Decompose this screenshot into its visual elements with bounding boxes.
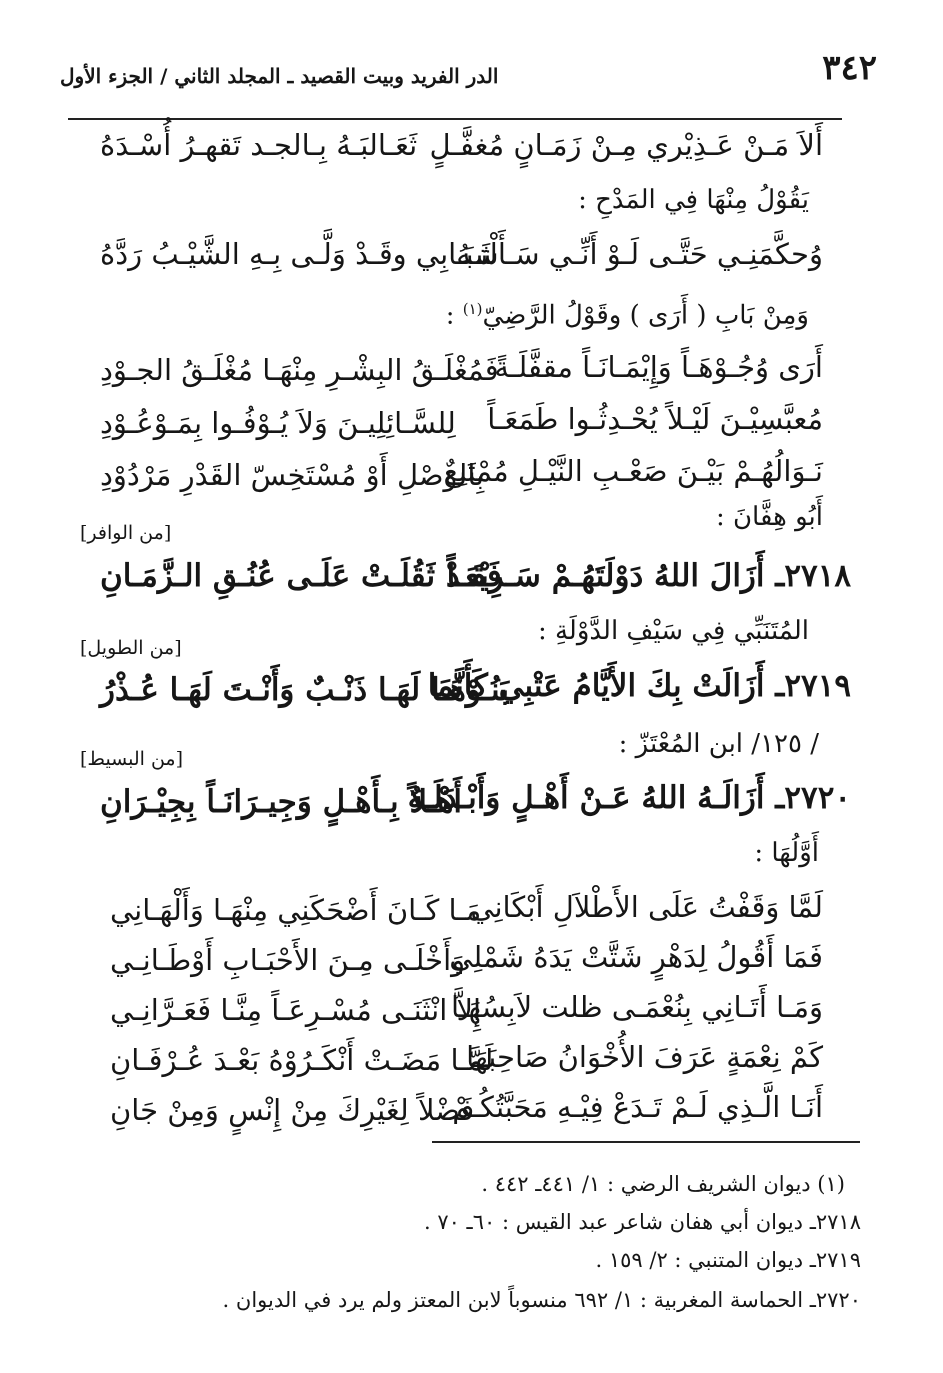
meter-label: [من الطويل] <box>80 637 182 659</box>
footnote: ٢٧١٨ـ ديوان أبي هفان شاعر عبد القيس : ٦٠ـ ٧٠ . <box>423 1210 861 1234</box>
prose-colon: : <box>445 300 463 331</box>
verse-right-hemistich: وَمَـا أَتَـانِي بِنُعْمَـى ظلت لاَبِسُهَـا <box>450 990 823 1024</box>
verse-2720-left: أَهْـلاً بِـأَهْـلٍ وَجِيـرَانَـاً بِجِيْـرَانِ <box>100 784 462 820</box>
verse-right-hemistich: فَمَا أَقُولُ لِدَهْرٍ شَتَّتْ يَدَهُ شَمْلِي <box>449 940 823 974</box>
meter-label: [من الوافر] <box>80 522 172 544</box>
poet-name: / ١٢٥/ ابن المُعْتَزّ : <box>618 729 819 759</box>
verse-left-hemistich: مَـا كَـانَ أَضْحَكَنِي مِنْهَـا وَأَلْهَـانِي <box>110 893 482 927</box>
prose-text: وَمِنْ بَابِ ( أَرَى ) وقَوْلُ الرَّضِيّ <box>482 300 809 331</box>
prose-line <box>446 300 809 331</box>
footnote-rule <box>432 1141 860 1143</box>
verse-left-hemistich: ثَعَـالبَـهُ بِـالجـد تَقهـرُ أُسْـدَهُ <box>100 128 418 162</box>
running-head: الدر الفريد وبيت القصيد ـ المجلد الثاني / الجزء الأول <box>60 64 499 88</box>
verse-left-hemistich: بِالوَصْلِ أَوْ مُسْتَخِسّ القَدْرِ مَرْدُوْدِ <box>100 458 485 492</box>
verse-2720-right: ٢٧٢٠ـ أَزَالَـهُ اللهُ عَـنْ أَهْـلٍ وَأَبْـدَلَـهُ <box>407 780 851 816</box>
verse-right-hemistich: وُحكَّمَنِـي حَتَّـى لَـوْ أَنِّـي سَـأَلْتـهُ <box>456 237 823 271</box>
verse-left-hemistich: إِلاَّ انْثَنَـى مُسْـرِعَـاً مِنَّـا فَعَـرَّانِـي <box>110 993 482 1027</box>
verse-right-hemistich: كَمْ نِعْمَةٍ عَرَفَ الأُخْوَانُ صَاحِبَهَا <box>466 1040 823 1074</box>
verse-left-hemistich: لِلسَّـائِلِيـنَ وَلاَ يُـوْفُـوا بِمَـوْعُـوْدِ <box>100 406 456 440</box>
prose-line: يَقُوْلُ مِنْهَا فِي المَدْحِ : <box>578 185 809 215</box>
footnote-ref: (١) <box>462 300 483 318</box>
footnote: ٢٧١٩ـ ديوان المتنبي : ٢/ ١٥٩ . <box>595 1248 861 1272</box>
header-rule <box>68 118 842 120</box>
footnote: (١) ديوان الشريف الرضي : ١/ ٤٤١ـ ٤٤٢ . <box>481 1172 845 1196</box>
verse-left-hemistich: فَضْلاً لِغَيْرِكَ مِنْ إِنْسٍ وَمِنْ جَانِ <box>110 1093 475 1127</box>
verse-right-hemistich: أَلاَ مَـنْ عَـذِيْري مِـنْ زَمَـانٍ مُغفَّـلٍ <box>429 128 823 162</box>
verse-right-hemistich: مُعبَّسِيْـنَ لَيْـلاً يُحْـدِثُـوا طَمَعَـاً <box>487 402 823 436</box>
prose-line: أَوَّلُهَا : <box>754 838 819 868</box>
verse-2719-right: ٢٧١٩ـ أَزَالَتْ بِكَ الأَيَّامُ عَتْبِي كَأَنَّمَا <box>427 668 851 704</box>
poet-name: أَبُو هِفَّانَ : <box>715 502 823 532</box>
verse-2718-left: فَقَـدْ ثَقُلَـتْ عَلَـى عُنُـقِ الـزَّمَـانِ <box>100 558 502 594</box>
verse-left-hemistich: فَمُغْلَـقُ البِشْـرِ مِنْهَـا مُغْلَـقُ الجـوْدِ <box>100 353 499 387</box>
page-number: ٣٤٢ <box>822 48 877 88</box>
verse-left-hemistich: شَبَـابِي وقَـدْ وَلَّـى بِـهِ الشَّيْـبُ رَدَّهُ <box>100 237 499 271</box>
verse-right-hemistich: نَـوَالُهُـمْ بَيْـنَ صَعْـبِ النَّيْـلِ مُمْتَنِعٌ <box>443 454 823 488</box>
meter-label: [من البسيط] <box>80 748 184 770</box>
verse-right-hemistich: أَنَـا الَّـذِي لَـمْ تَـدَعْ فِيْـهِ مَحَبَّتُكُـمْ <box>452 1090 823 1124</box>
verse-2719-left: بَنُـوْهَـا لَهَـا ذَنْـبٌ وَأَنْـتَ لَهَـا عُـذْرُ <box>100 672 509 708</box>
verse-right-hemistich: أَرَى وُجُـوْهَـاً وَإِيْمَـانَـاً مقفَّلَـةً <box>494 350 823 384</box>
verse-left-hemistich: وَأَخْلَـى مِـنَ الأَحْبَـابِ أَوْطَـانِـي <box>110 943 466 977</box>
verse-left-hemistich: لَمَّـا مَضَـتْ أَنْكَـرُوْهُ بَعْـدَ عُـرْفَـانِ <box>110 1043 494 1077</box>
poet-name: المُتَنَبِّي فِي سَيْفِ الدَّوْلَةِ : <box>537 616 809 646</box>
footnote: ٢٧٢٠ـ الحماسة المغربية : ١/ ٦٩٢ منسوباً لابن المعتز ولم يرد في الديوان . <box>222 1288 861 1312</box>
verse-right-hemistich: لَمَّا وَقَفْتُ عَلَى الأَطْلاَلِ أَبْكَانِي <box>470 890 823 924</box>
verse-2718-right: ٢٧١٨ـ أَزَالَ اللهُ دَوْلَتَهُـمْ سَـرِيْعَـاً <box>446 558 851 594</box>
